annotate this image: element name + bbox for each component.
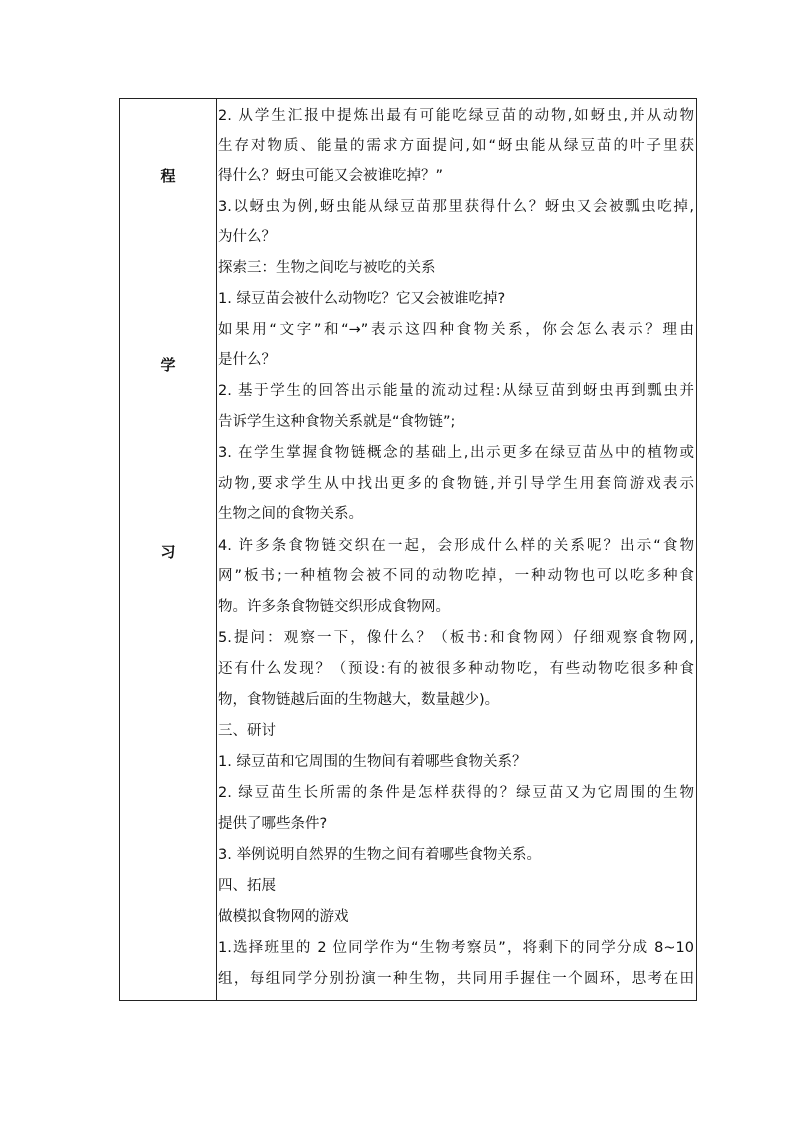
text-line: 4. 许多条食物链交织在一起，会形成什么样的关系呢？出示“食物 (218, 538, 694, 554)
lesson-table (119, 98, 697, 1001)
text-line: 三、研讨 (218, 723, 276, 739)
text-line: 物。许多条食物链交织形成食物网。 (218, 599, 450, 615)
text-line: 提供了哪些条件? (218, 816, 328, 832)
side-label-xi: 习 (160, 543, 176, 561)
text-line: 1. 绿豆苗和它周围的生物间有着哪些食物关系？ (218, 754, 527, 770)
text-line: 3. 在学生掌握食物链概念的基础上,出示更多在绿豆苗丛中的植物或 (218, 445, 694, 461)
text-line: 2. 绿豆苗生长所需的条件是怎样获得的？绿豆苗又为它周围的生物 (218, 785, 694, 801)
text-line: 生物之间的食物关系。 (218, 506, 363, 522)
text-line: 3.以蚜虫为例,蚜虫能从绿豆苗那里获得什么？蚜虫又会被瓢虫吃掉, (218, 199, 694, 215)
text-line: 得什么？蚜虫可能又会被谁吃掉？” (218, 168, 444, 184)
text-line: 2. 基于学生的回答出示能量的流动过程:从绿豆苗到蚜虫再到瓢虫并 (218, 383, 694, 399)
text-line: 动物,要求学生从中找出更多的食物链,并引导学生用套筒游戏表示 (218, 476, 694, 492)
lesson-content (217, 99, 694, 1000)
text-line: 组，每组同学分别扮演一种生物，共同用手握住一个圆环，思考在田 (218, 971, 694, 987)
text-line: 做模拟食物网的游戏 (218, 909, 349, 925)
text-line: 5.提问：观察一下，像什么？（板书:和食物网）仔细观察食物网, (218, 630, 694, 646)
text-line: 探索三：生物之间吃与被吃的关系 (218, 260, 436, 276)
text-line: 是什么？ (218, 352, 276, 368)
text-line: 1. 绿豆苗会被什么动物吃？它又会被谁吃掉? (218, 291, 506, 307)
side-label-xue: 学 (160, 356, 176, 374)
text-line: 网”板书;一种植物会被不同的动物吃掉，一种动物也可以吃多种食 (218, 568, 694, 584)
text-line: 四、拓展 (218, 878, 276, 894)
text-line: 还有什么发现？（预设:有的被很多种动物吃，有些动物吃很多种食 (218, 661, 694, 677)
text-line: 3. 举例说明自然界的生物之间有着哪些食物关系。 (218, 847, 541, 863)
text-line: 2. 从学生汇报中提炼出最有可能吃绿豆苗的动物,如蚜虫,并从动物 (218, 108, 694, 124)
text-line: 物，食物链越后面的生物越大，数量越少)。 (218, 692, 500, 708)
side-label-cheng: 程 (160, 167, 176, 185)
text-line: 生存对物质、能量的需求方面提问,如“蚜虫能从绿豆苗的叶子里获 (218, 138, 694, 154)
text-line: 告诉学生这种食物关系就是“食物链”; (218, 414, 456, 430)
text-line: 1.选择班里的 2 位同学作为“生物考察员”，将剩下的同学分成 8~10 (218, 940, 694, 956)
text-line: 为什么？ (218, 229, 276, 245)
text-line: 如果用“文字”和“→”表示这四种食物关系，你会怎么表示？理由 (218, 322, 694, 338)
